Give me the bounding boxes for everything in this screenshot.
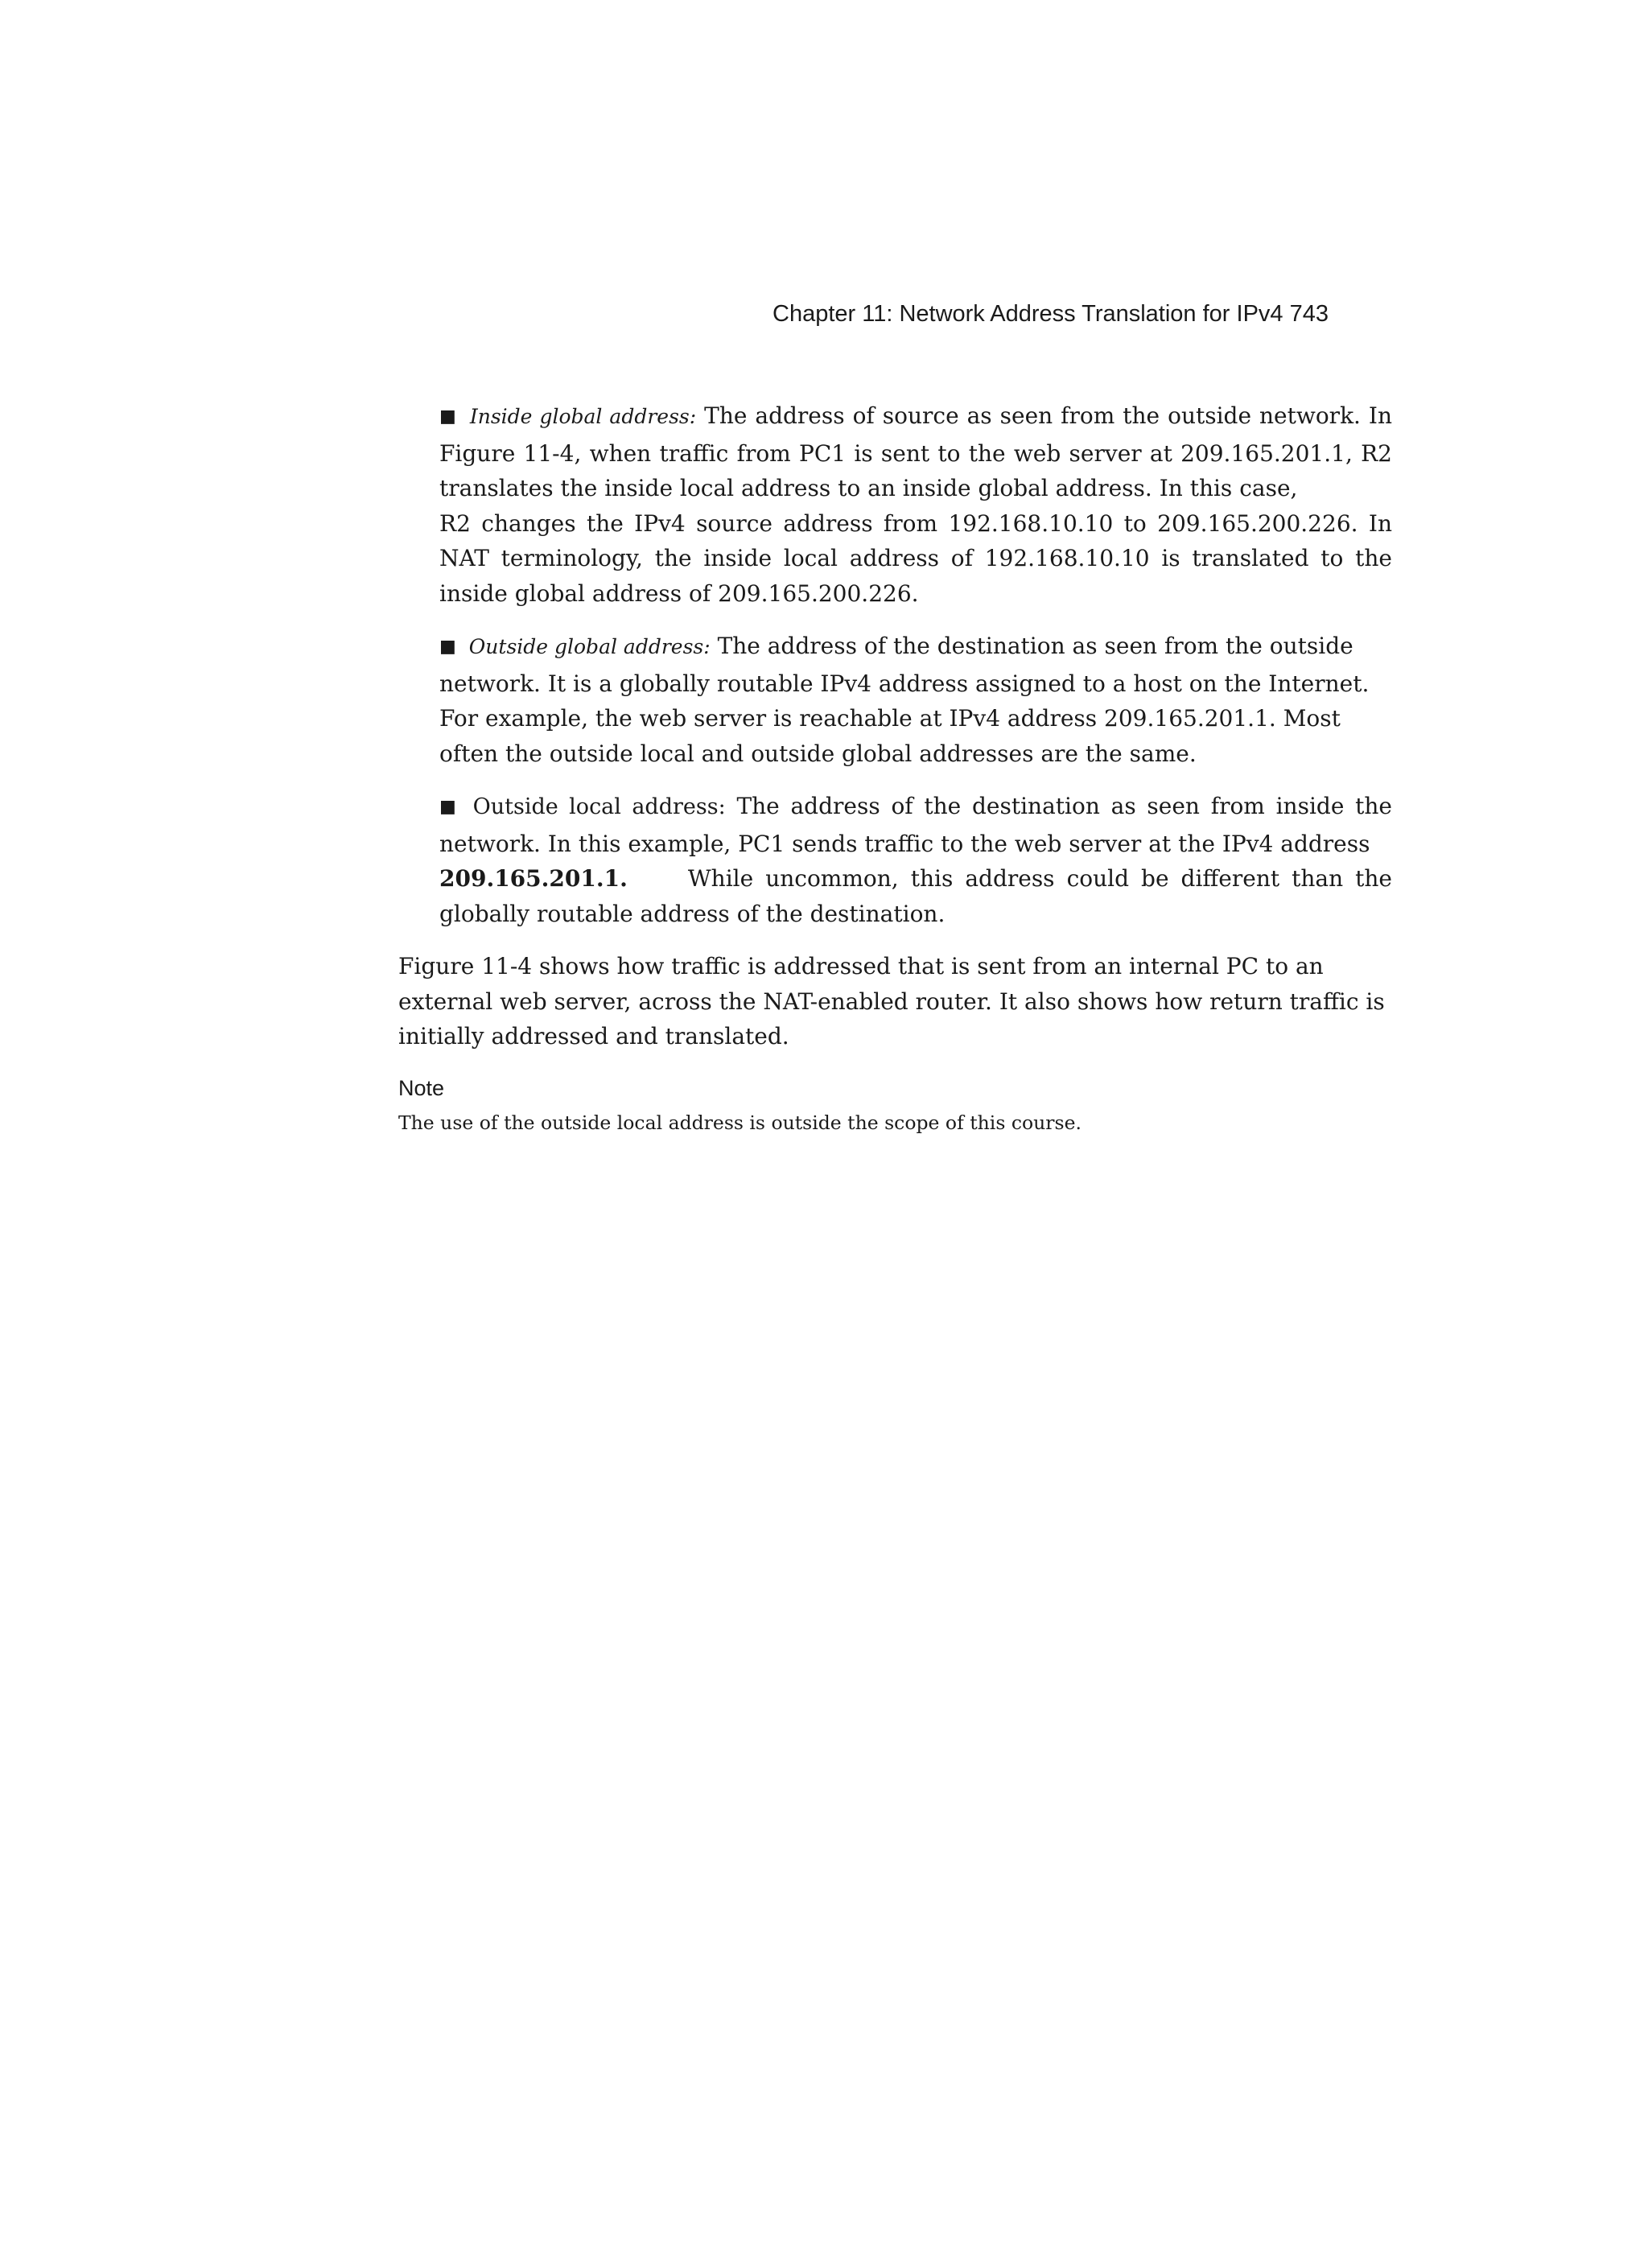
bullet-text-continued: R2 changes the IPv4 source address from 192.168.10.10 to 209.165.200.226. In NAT terminology, the inside local address of 192.168.10.10 is translated to the inside global address of 209.165.200.226. [439,509,1392,607]
bullet-square-icon: ■ [439,797,460,817]
bullet-text: The address of source as seen from the outside network. In Figure 11-4, when traffic from PC1 is sent to the web server at 209.165.201.1, R2 translates the inside local address to an inside global address. In this case, [439,402,1392,501]
bullet-term: Outside local address: [472,794,726,819]
bullet-term: Outside global address: [468,635,711,658]
page-body [398,398,1392,1141]
bullet-outside-local [398,789,1392,931]
bullet-inside-global [398,398,1392,611]
body-paragraph: Figure 11-4 shows how traffic is addressed that is sent from an internal PC to an external web server, across the NAT-enabled router. It also shows how return traffic is initially addressed and translated. [398,953,1385,1049]
bullet-outside-global [398,629,1392,771]
bullet-text: The address of the destination as seen from inside the network. In this example, PC1 sends traffic to the web server at the IPv4 address [439,793,1392,857]
bold-address: 209.165.201.1. [439,865,628,892]
bullet-term: Inside global address: [469,405,697,428]
bullet-square-icon: ■ [439,637,456,657]
bullet-text: The address of the destination as seen from the outside network. It is a globally routable IPv4 address assigned to a host on the Internet. For example, the web server is reachable at IPv4 address 209.165.201.1. Most often the outside local and outside global addresses are the same. [439,633,1370,767]
bullet-text-tail: While uncommon, this address could be different than the globally routable address of the destination. [439,865,1392,927]
bullet-text-continued [439,861,1392,931]
note-title: Note [398,1075,445,1100]
bullet-square-icon: ■ [439,406,457,427]
running-head: Chapter 11: Network Address Translation for IPv4 743 [772,301,1329,327]
note-text: The use of the outside local address is outside the scope of this course. [398,1111,1082,1134]
